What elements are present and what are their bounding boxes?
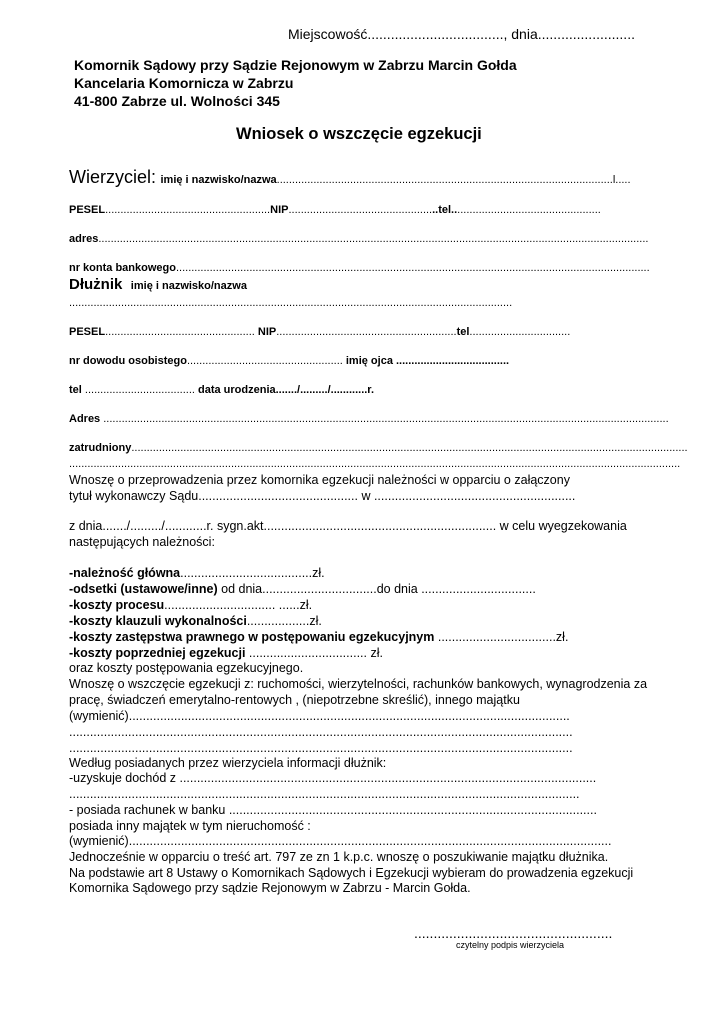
- process-cost-field[interactable]: ................................ ......zł.: [164, 598, 313, 612]
- creditor-bank-field[interactable]: ...........................................................................................................................................................: [175, 262, 650, 274]
- debtor-tel2-field[interactable]: ....................................: [84, 384, 195, 396]
- previous-cost-line: [69, 647, 383, 660]
- property-line: posiada inny majątek w tym nieruchomość :: [69, 819, 311, 833]
- debtor-father-label: imię ojca: [345, 355, 393, 367]
- enforcement-line-4[interactable]: .................................................................................................................................................: [69, 725, 573, 739]
- search-request-line: Jednocześnie w opparciu o treść art. 797 ze zn 1 k.p.c. wnoszę o poszukiwanie majątku dłużnika.: [69, 850, 609, 864]
- office-line-3: 41-800 Zabrze ul. Wolności 345: [74, 93, 280, 109]
- main-claim-line: [69, 567, 325, 580]
- debtor-adres-line: [69, 414, 669, 425]
- enforcement-line-1: Wnoszę o wszczęcie egzekucji z: ruchomości, wierzytelności, rachunków bankowych, wynagrodzenia za: [69, 677, 648, 691]
- creditor-address-field[interactable]: ....................................................................................................................................................................................: [98, 233, 649, 245]
- request-line-2[interactable]: tytuł wykonawczy Sądu.............................................. w ..........................................................: [69, 489, 576, 503]
- creditor-pesel-line: [69, 205, 601, 216]
- income-line-2[interactable]: ...................................................................................................................................................: [69, 787, 580, 801]
- debtor-name-label: imię i nazwisko/nazwa: [130, 280, 247, 292]
- income-line[interactable]: -uzyskuje dochód z ........................................................................................................................: [69, 771, 597, 785]
- creditor-bank-label: nr konta bankowego: [69, 262, 176, 274]
- debtor-extra-line[interactable]: ........................................................................................................................................................................................................: [69, 458, 681, 470]
- debtor-tel-field[interactable]: .................................: [469, 326, 571, 338]
- creditor-address-line: [69, 234, 648, 245]
- debtor-tel-label: tel: [456, 326, 470, 338]
- main-claim-label: -należność główna: [69, 566, 181, 580]
- creditor-nip-label: NIP: [270, 204, 289, 216]
- debtor-adres-field[interactable]: .........................................................................................................................................................................................: [103, 413, 669, 425]
- process-cost-label: -koszty procesu: [69, 598, 165, 612]
- debtor-nip-label: NIP: [257, 326, 277, 338]
- creditor-address-label: adres: [69, 233, 99, 245]
- debtor-id-label: nr dowodu osobistego: [69, 355, 187, 367]
- creditor-name-line: [69, 168, 631, 187]
- debtor-birth-field[interactable]: ......./........./............r.: [275, 384, 375, 396]
- previous-cost-field[interactable]: .................................. zł.: [245, 646, 383, 660]
- choice-line-1: Na podstawie art 8 Ustawy o Komornikach Sądowych i Egzekucji wybieram do prowadzenia egzekucji: [69, 866, 634, 880]
- interest-label: -odsetki (ustawowe/inne): [69, 582, 218, 596]
- costs-note: oraz koszty postępowania egzekucyjnego.: [69, 661, 304, 675]
- creditor-tel-field[interactable]: ...............................................: [457, 204, 601, 216]
- debtor-employed-label: zatrudniony: [69, 442, 132, 454]
- enforcement-line-5[interactable]: .................................................................................................................................................: [69, 741, 573, 755]
- debtor-pesel-field[interactable]: .................................................: [105, 326, 255, 338]
- debtor-heading-line: [69, 277, 247, 293]
- enforcement-line-2: pracę, świadczeń emerytalno-rentowych , (niepotrzebne skreślić), innego majątku: [69, 693, 520, 707]
- debtor-father-field[interactable]: .....................................: [396, 355, 510, 367]
- debtor-employed-line: [69, 443, 688, 454]
- debtor-id-line: [69, 356, 509, 367]
- request-line-3[interactable]: z dnia......./........./............r. sygn.akt................................................................... w celu wyegzekowania: [69, 519, 627, 533]
- clause-cost-field[interactable]: ..................zł.: [246, 614, 322, 628]
- debtor-employed-field[interactable]: ......................................................................................................................................................................................: [131, 442, 688, 454]
- representation-cost-field[interactable]: ..................................zł.: [434, 630, 569, 644]
- debtor-info-heading: Według posiadanych przez wierzyciela informacji dłużnik:: [69, 756, 387, 770]
- debtor-id-field[interactable]: ...................................................: [186, 355, 346, 367]
- creditor-tel-label: ..tel..: [432, 204, 458, 216]
- request-line-4: następujących należności:: [69, 535, 215, 549]
- process-cost-line: [69, 599, 312, 612]
- property-list-line[interactable]: (wymienić)...........................................................................................................................................: [69, 834, 612, 848]
- choice-line-2: Komornika Sądowego przy sądzie Rejonowym w Zabrzu - Marcin Gołda.: [69, 881, 471, 895]
- request-line-1: Wnoszę o przeprowadzenia przez komornika egzekucji należności w opparciu o załączony: [69, 473, 570, 487]
- enforcement-line-3[interactable]: (wymienić)...............................................................................................................................: [69, 709, 570, 723]
- creditor-colon: :: [151, 167, 157, 187]
- main-claim-field[interactable]: ......................................zł.: [180, 566, 325, 580]
- signature-label: czytelny podpis wierzyciela: [456, 940, 565, 950]
- representation-cost-line: [69, 631, 568, 644]
- creditor-name-label: imię i nazwisko/nazwa: [160, 174, 277, 186]
- clause-cost-line: [69, 615, 322, 628]
- interest-line: [69, 583, 536, 596]
- office-line-1: Komornik Sądowy przy Sądzie Rejonowym w Zabrzu Marcin Gołda: [74, 57, 517, 73]
- debtor-adres-label: Adres: [69, 413, 101, 425]
- debtor-heading: Dłużnik: [69, 276, 123, 293]
- signature-field[interactable]: ...................................................: [414, 925, 613, 941]
- debtor-name-field[interactable]: .................................................................................................................................................: [69, 297, 513, 309]
- document-title: Wniosek o wszczęcie egzekucji: [236, 125, 482, 143]
- clause-cost-label: -koszty klauzuli wykonalności: [69, 614, 247, 628]
- debtor-pesel-label: PESEL: [69, 326, 106, 338]
- previous-cost-label: -koszty poprzedniej egzekucji: [69, 646, 246, 660]
- debtor-tel-birth-line: [69, 385, 374, 396]
- debtor-tel2-label: tel: [69, 384, 82, 396]
- debtor-birth-label: data urodzenia: [198, 384, 276, 396]
- representation-cost-label: -koszty zastępstwa prawnego w postępowaniu egzekucyjnym: [69, 630, 435, 644]
- creditor-pesel-field[interactable]: ......................................................: [105, 204, 271, 216]
- debtor-nip-field[interactable]: ...........................................................: [276, 326, 457, 338]
- creditor-pesel-label: PESEL: [69, 204, 106, 216]
- place-date-line: Miejscowość..................................., dnia.........................: [288, 26, 635, 42]
- bank-account-line[interactable]: - posiada rachunek w banku ..........................................................................................................: [69, 803, 597, 817]
- interest-field[interactable]: od dnia.................................do dnia .................................: [217, 582, 536, 596]
- debtor-pesel-line: [69, 327, 570, 338]
- office-line-2: Kancelaria Komornicza w Zabrzu: [74, 75, 294, 91]
- creditor-nip-field[interactable]: ...............................................: [288, 204, 433, 216]
- creditor-heading: Wierzyciel: [69, 167, 152, 187]
- creditor-bank-line: [69, 263, 650, 274]
- creditor-name-dots[interactable]: ..............................................................................................................l.....: [276, 174, 631, 186]
